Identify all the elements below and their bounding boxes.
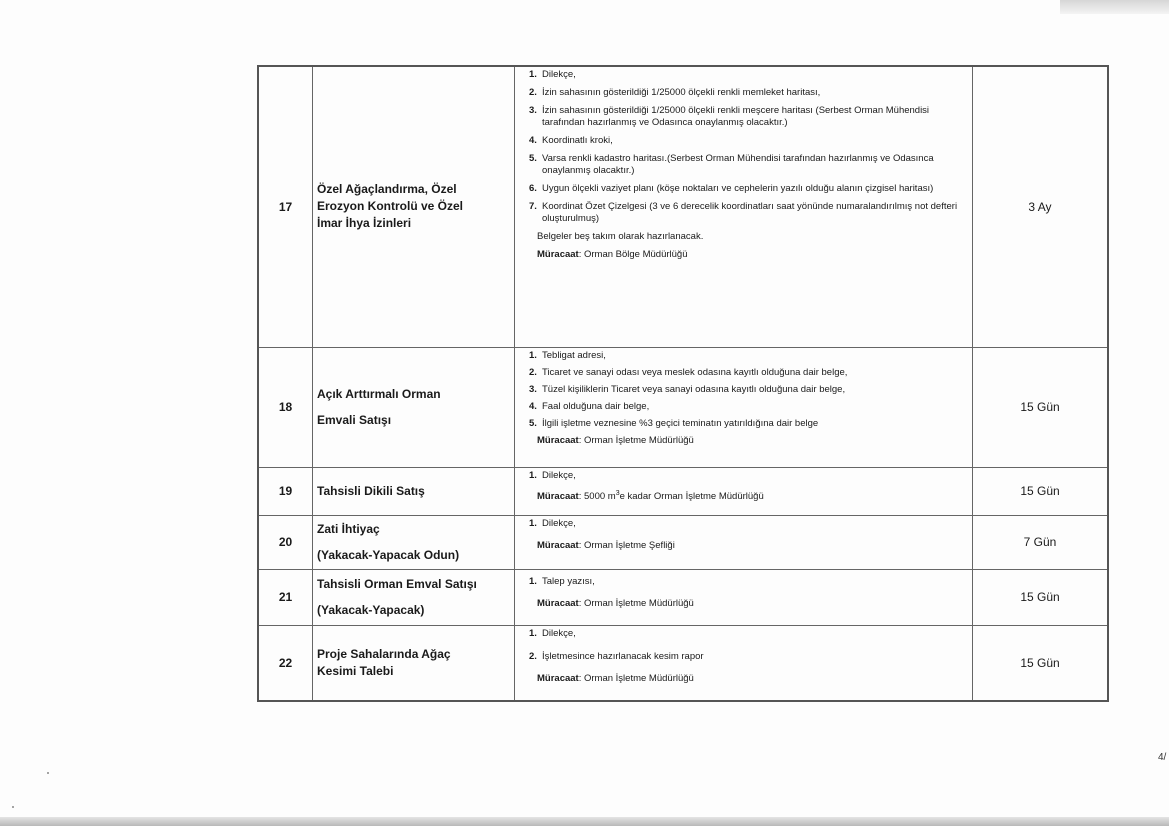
item-text: Faal olduğuna dair belge,: [542, 400, 650, 412]
application-value: 5000 m: [584, 490, 616, 502]
application-label: Müracaat: [537, 249, 579, 260]
procedure-name-line: (Yakacak-Yapacak Odun): [317, 548, 460, 562]
item-text: İşletmesince hazırlanacak kesim rapor: [542, 650, 704, 662]
item-text: Tüzel kişiliklerin Ticaret veya sanayi odasına kayıtlı olduğuna dair belge,: [542, 383, 846, 395]
application-value: e kadar Orman İşletme Müdürlüğü: [619, 490, 764, 502]
duration: 15 Gün: [973, 625, 1109, 701]
item-number: 3.: [529, 105, 537, 116]
item-number: 1.: [529, 517, 537, 529]
item-number: 1.: [529, 349, 537, 361]
application-value: Orman Bölge Müdürlüğü: [584, 249, 688, 260]
list-item: [529, 576, 966, 588]
list-item: [529, 153, 966, 177]
scan-edge-shadow: [1060, 0, 1169, 14]
procedure-name: [313, 66, 515, 347]
superscript: 3: [615, 489, 620, 497]
procedure-name: [313, 625, 515, 701]
item-number: 4.: [529, 135, 537, 146]
table-row: [258, 467, 1108, 515]
row-number: 21: [258, 569, 313, 625]
application-value: Orman İşletme Müdürlüğü: [584, 672, 694, 684]
item-text: Tebligat adresi,: [542, 349, 606, 361]
list-item: [529, 384, 966, 396]
item-number: 1.: [529, 627, 537, 639]
item-number: 5.: [529, 417, 537, 429]
item-text: Dilekçe,: [542, 469, 576, 481]
scan-speck: [12, 806, 14, 808]
application-office: Müracaat: Orman İşletme Müdürlüğü: [537, 434, 694, 446]
item-number: 3.: [529, 383, 537, 395]
required-documents: [515, 569, 973, 625]
item-number: 1.: [529, 69, 537, 80]
procedure-name-line: Açık Arttırmalı Orman: [317, 387, 441, 401]
item-text: İlgili işletme veznesine %3 geçici teminatın yatırıldığına dair belge: [542, 417, 819, 429]
procedure-name: [313, 347, 515, 467]
procedure-name-line: Zati İhtiyaç: [317, 522, 380, 536]
list-item: [529, 87, 966, 99]
list-item: [529, 201, 966, 225]
procedure-name-line: (Yakacak-Yapacak): [317, 603, 425, 617]
duration: 15 Gün: [973, 467, 1109, 515]
application-label: Müracaat: [537, 539, 579, 551]
procedure-name-line: Kesimi Talebi: [317, 663, 394, 678]
required-documents: [515, 347, 973, 467]
required-documents: [515, 467, 973, 515]
item-number: 6.: [529, 183, 537, 194]
application-label: Müracaat: [537, 490, 579, 502]
application-office: Müracaat: Orman İşletme Şefliği: [537, 539, 675, 551]
row-number: 19: [258, 467, 313, 515]
procedure-name: [313, 515, 515, 569]
list-item: [529, 651, 966, 663]
row-number: 20: [258, 515, 313, 569]
list-item: [529, 401, 966, 413]
procedure-name: [313, 569, 515, 625]
item-text: Uygun ölçekli vaziyet planı (köşe noktaları ve cephelerin yazılı olduğu alanın çizgisel haritası): [542, 183, 934, 194]
row-number: 22: [258, 625, 313, 701]
application-label: Müracaat: [537, 672, 579, 684]
row-number: 17: [258, 66, 313, 347]
procedure-name-line: Proje Sahalarında Ağaç: [317, 646, 451, 661]
procedure-name-line: Emvali Satışı: [317, 413, 392, 427]
item-number: 7.: [529, 201, 537, 212]
item-text: İzin sahasının gösterildiği 1/25000 ölçekli renkli meşcere haritası (Serbest Orman Mühendisi tarafından hazırlanmış ve Odasınca onaylanmış olacaktır.): [542, 105, 930, 128]
application-value: Orman İşletme Müdürlüğü: [584, 434, 694, 446]
item-number: 5.: [529, 153, 537, 164]
list-item: [529, 69, 966, 81]
item-number: 2.: [529, 366, 537, 378]
list-item: [529, 367, 966, 379]
application-value: Orman İşletme Müdürlüğü: [584, 597, 694, 609]
application-office: Müracaat: 5000 $m^3e$ kadar Orman İşletme Müdürlüğü: [537, 489, 764, 502]
procedure-name-line: Erozyon Kontrolü ve Özel: [317, 199, 464, 214]
required-documents: [515, 625, 973, 701]
list-item: [529, 470, 966, 482]
procedures-table: [257, 65, 1109, 702]
procedure-name: [313, 467, 515, 515]
row-number: 18: [258, 347, 313, 467]
list-item: [529, 183, 966, 195]
duration: 15 Gün: [973, 569, 1109, 625]
item-text: Talep yazısı,: [542, 575, 595, 587]
procedure-name-line: Tahsisli Dikili Satış: [317, 483, 425, 498]
table-row: [258, 515, 1108, 569]
application-label: Müracaat: [537, 434, 579, 446]
required-documents: [515, 515, 973, 569]
item-text: Koordinatlı kroki,: [542, 135, 613, 146]
procedure-name-line: Özel Ağaçlandırma, Özel: [317, 182, 457, 197]
item-number: 2.: [529, 650, 537, 662]
application-label: Müracaat: [537, 597, 579, 609]
list-item: [529, 628, 966, 640]
procedure-name-line: Tahsisli Orman Emval Satışı: [317, 577, 477, 591]
item-number: 2.: [529, 87, 537, 98]
item-text: Dilekçe,: [542, 627, 576, 639]
application-office: Müracaat: Orman İşletme Müdürlüğü: [537, 672, 694, 684]
item-text: Koordinat Özet Çizelgesi (3 ve 6 derecelik koordinatları saat yönünde numaralandırılmış not defteri oluşturulmuş): [542, 201, 958, 224]
scan-speck: [47, 772, 49, 774]
item-text: Ticaret ve sanayi odası veya meslek odasına kayıtlı olduğuna dair belge,: [542, 366, 848, 378]
item-number: 1.: [529, 575, 537, 587]
duration: 3 Ay: [973, 66, 1109, 347]
application-office: Müracaat: Orman Bölge Müdürlüğü: [537, 249, 688, 260]
item-text: Dilekçe,: [542, 517, 576, 529]
table-row: [258, 347, 1108, 467]
duration: 15 Gün: [973, 347, 1109, 467]
list-item: [529, 105, 966, 129]
item-text: Dilekçe,: [542, 69, 576, 80]
application-value: Orman İşletme Şefliği: [584, 539, 675, 551]
item-text: İzin sahasının gösterildiği 1/25000 ölçekli renkli memleket haritası,: [542, 87, 821, 98]
required-documents: [515, 66, 973, 347]
note-text: Belgeler beş takım olarak hazırlanacak.: [537, 231, 704, 242]
table-row: [258, 569, 1108, 625]
procedure-name-line: İmar İhya İzinleri: [317, 216, 412, 231]
list-item: [529, 418, 966, 430]
application-office: Müracaat: Orman İşletme Müdürlüğü: [537, 597, 694, 609]
table-row: [258, 66, 1108, 347]
page-number: 4/: [1158, 752, 1167, 763]
duration: 7 Gün: [973, 515, 1109, 569]
item-number: 1.: [529, 469, 537, 481]
list-item: [529, 135, 966, 147]
item-number: 4.: [529, 400, 537, 412]
item-text: Varsa renkli kadastro haritası.(Serbest Orman Mühendisi tarafından hazırlanmış ve Odasınca onaylanmış olacaktır.): [542, 153, 934, 176]
list-item: [529, 350, 966, 362]
table-row: [258, 625, 1108, 701]
list-item: [529, 518, 966, 530]
scan-edge-shadow-bottom: [0, 817, 1169, 826]
